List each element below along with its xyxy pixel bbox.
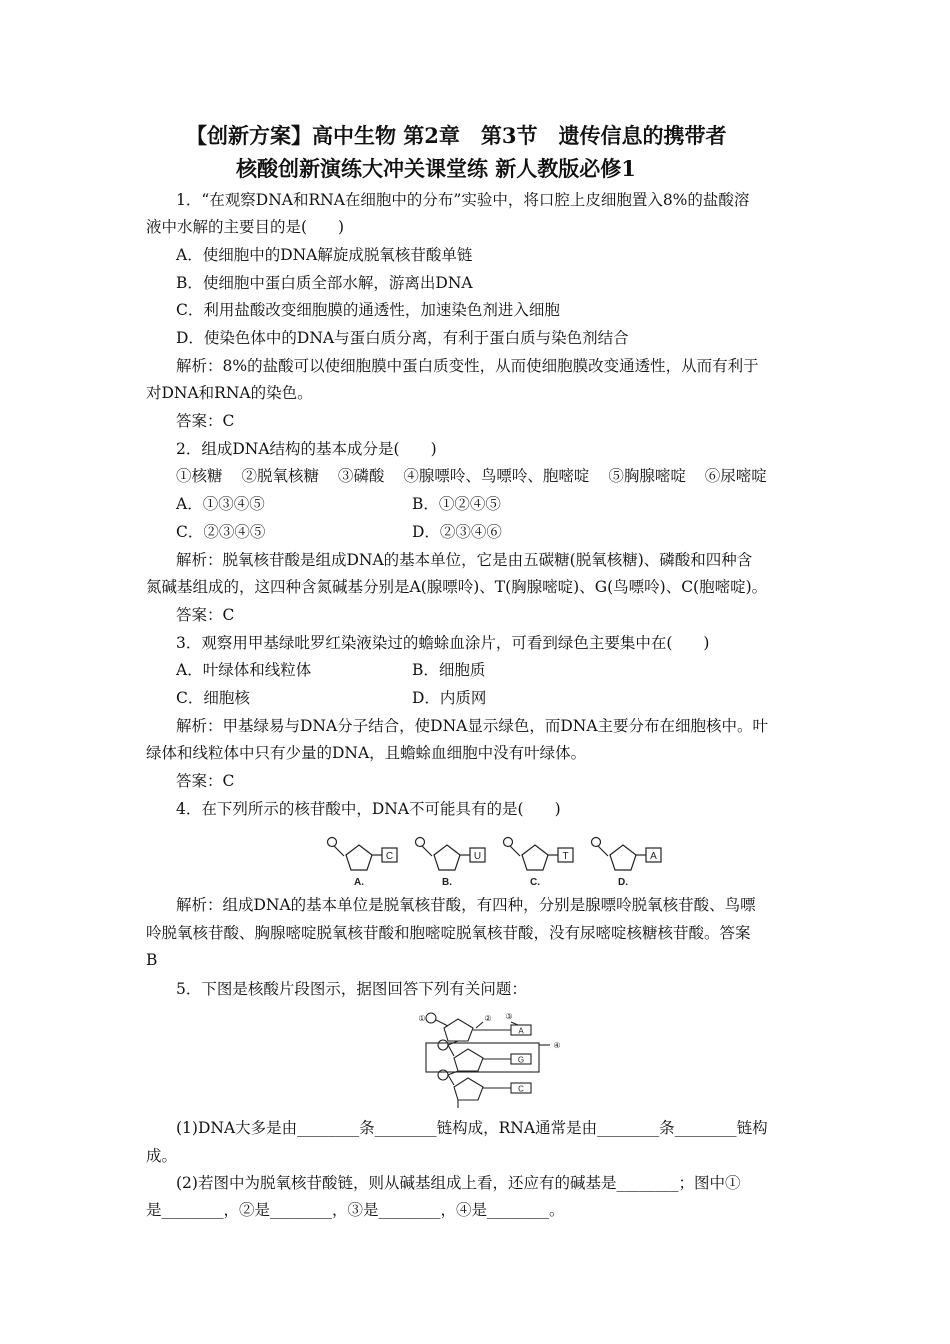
q2-analysis-cont: 氮碱基组成的，这四种含氮碱基分别是A(腺嘌呤)、T(胸腺嘧啶)、G(鸟嘌呤)、C(胞嘧啶)。 — [146, 578, 768, 596]
q2-choice-3: ③磷酸 — [337, 467, 385, 485]
q4-stem: 4．在下列所示的核苷酸中，DNA不可能具有的是( ) — [176, 800, 561, 818]
option-label-b: B. — [442, 877, 452, 888]
q2-choice-6: ⑥尿嘧啶 — [704, 467, 767, 485]
option-label-d: D. — [618, 877, 628, 888]
q1-analysis-cont: 对DNA和RNA的染色。 — [146, 384, 313, 402]
q5-stem: 5．下图是核酸片段图示，据图回答下列有关问题： — [176, 980, 527, 998]
q1-option-c: C．利用盐酸改变细胞膜的通透性，加速染色剂进入细胞 — [176, 301, 560, 319]
q4-answer: B — [146, 951, 158, 969]
marker-4: ④ — [553, 1041, 561, 1050]
base-label-t: T — [562, 851, 569, 862]
q1-stem: 1．“在观察DNA和RNA在细胞中的分布”实验中，将口腔上皮细胞置入8%的盐酸溶 — [176, 191, 750, 209]
marker-2: ② — [484, 1014, 492, 1023]
q2-answer: 答案：C — [176, 606, 235, 624]
q2-stem: 2．组成DNA结构的基本成分是( ) — [176, 440, 437, 458]
option-label-a: A. — [354, 877, 364, 888]
nucleic-acid-fragment-figure — [418, 1010, 568, 1114]
q2-choices — [176, 465, 767, 487]
q3-stem: 3．观察用甲基绿吡罗红染液染过的蟾蜍血涂片，可看到绿色主要集中在( ) — [176, 634, 710, 652]
q2-choice-4: ④腺嘌呤、鸟嘌呤、胞嘧啶 — [403, 467, 590, 485]
q1-option-d: D．使染色体中的DNA与蛋白质分离，有利于蛋白质与染色剂结合 — [176, 329, 629, 347]
q2-option-d: D．②③④⑥ — [412, 523, 502, 541]
document-title-line1: 【创新方案】高中生物 第2章 第3节 遗传信息的携带者 — [186, 123, 727, 148]
fragment-base-a: A — [518, 1026, 524, 1036]
q1-option-b: B．使细胞中蛋白质全部水解，游离出DNA — [176, 274, 473, 292]
q1-answer: 答案：C — [176, 412, 235, 430]
phosphate-circle-2 — [438, 1040, 448, 1050]
sugar-pentagon-3 — [454, 1078, 483, 1100]
q3-analysis-cont: 绿体和线粒体中只有少量的DNA，且蟾蜍血细胞中没有叶绿体。 — [146, 744, 587, 762]
q4-analysis: 解析：组成DNA的基本单位是脱氧核苷酸，有四种，分别是腺嘌呤脱氧核苷酸、鸟嘌 — [176, 896, 756, 914]
document-title-line2: 核酸创新演练大冲关课堂练 新人教版必修1 — [236, 156, 636, 181]
sugar-pentagon-2 — [454, 1049, 483, 1071]
marker-3: ③ — [505, 1012, 513, 1021]
q4-analysis-cont: 呤脱氧核苷酸、胸腺嘧啶脱氧核苷酸和胞嘧啶脱氧核苷酸，没有尿嘧啶核糖核苷酸。答案 — [146, 924, 751, 942]
q3-answer: 答案：C — [176, 772, 235, 790]
q5-sub1-cont: 成。 — [146, 1147, 178, 1165]
q2-analysis: 解析：脱氧核苷酸是组成DNA的基本单位，它是由五碳糖(脱氧核糖)、磷酸和四种含 — [176, 551, 753, 569]
marker-1: ① — [418, 1014, 426, 1023]
base-label-u: U — [473, 851, 482, 862]
fragment-base-g: G — [517, 1055, 525, 1065]
q2-option-c: C．②③④⑤ — [176, 523, 266, 541]
q5-sub1: (1)DNA大多是由________条________链构成，RNA通常是由________条________链构 — [176, 1119, 768, 1137]
q1-analysis: 解析：8%的盐酸可以使细胞膜中蛋白质变性，从而使细胞膜改变通透性，从而有利于 — [176, 357, 759, 375]
q3-analysis: 解析：甲基绿易与DNA分子结合，使DNA显示绿色，而DNA主要分布在细胞核中。叶 — [176, 717, 769, 735]
q2-choice-2: ②脱氧核糖 — [241, 467, 319, 485]
q3-option-c: C．细胞核 — [176, 689, 250, 707]
q1-stem-cont: 液中水解的主要目的是( ) — [146, 218, 345, 236]
fragment-base-c: C — [518, 1084, 524, 1094]
q2-choice-1: ①核糖 — [176, 467, 223, 485]
base-label-a: A — [650, 851, 657, 862]
q2-option-a: A．①③④⑤ — [176, 495, 265, 513]
base-label-c: C — [385, 851, 394, 862]
phosphate-circle-1 — [426, 1013, 436, 1023]
nucleotide-options-figure — [322, 832, 662, 890]
q2-option-b: B．①②④⑤ — [412, 495, 501, 513]
q3-option-a: A．叶绿体和线粒体 — [176, 661, 312, 679]
q3-option-b: B．细胞质 — [412, 661, 486, 679]
q5-sub2: (2)若图中为脱氧核苷酸链，则从碱基组成上看，还应有的碱基是________；图中① — [176, 1174, 741, 1192]
option-label-c: C. — [530, 877, 540, 888]
q5-sub2-cont: 是________，②是________，③是________，④是________。 — [146, 1201, 565, 1219]
sugar-pentagon-1 — [444, 1019, 473, 1041]
q2-choice-5: ⑤胸腺嘧啶 — [608, 467, 686, 485]
q3-option-d: D．内质网 — [412, 689, 487, 707]
q1-option-a: A．使细胞中的DNA解旋成脱氧核苷酸单链 — [176, 246, 473, 264]
